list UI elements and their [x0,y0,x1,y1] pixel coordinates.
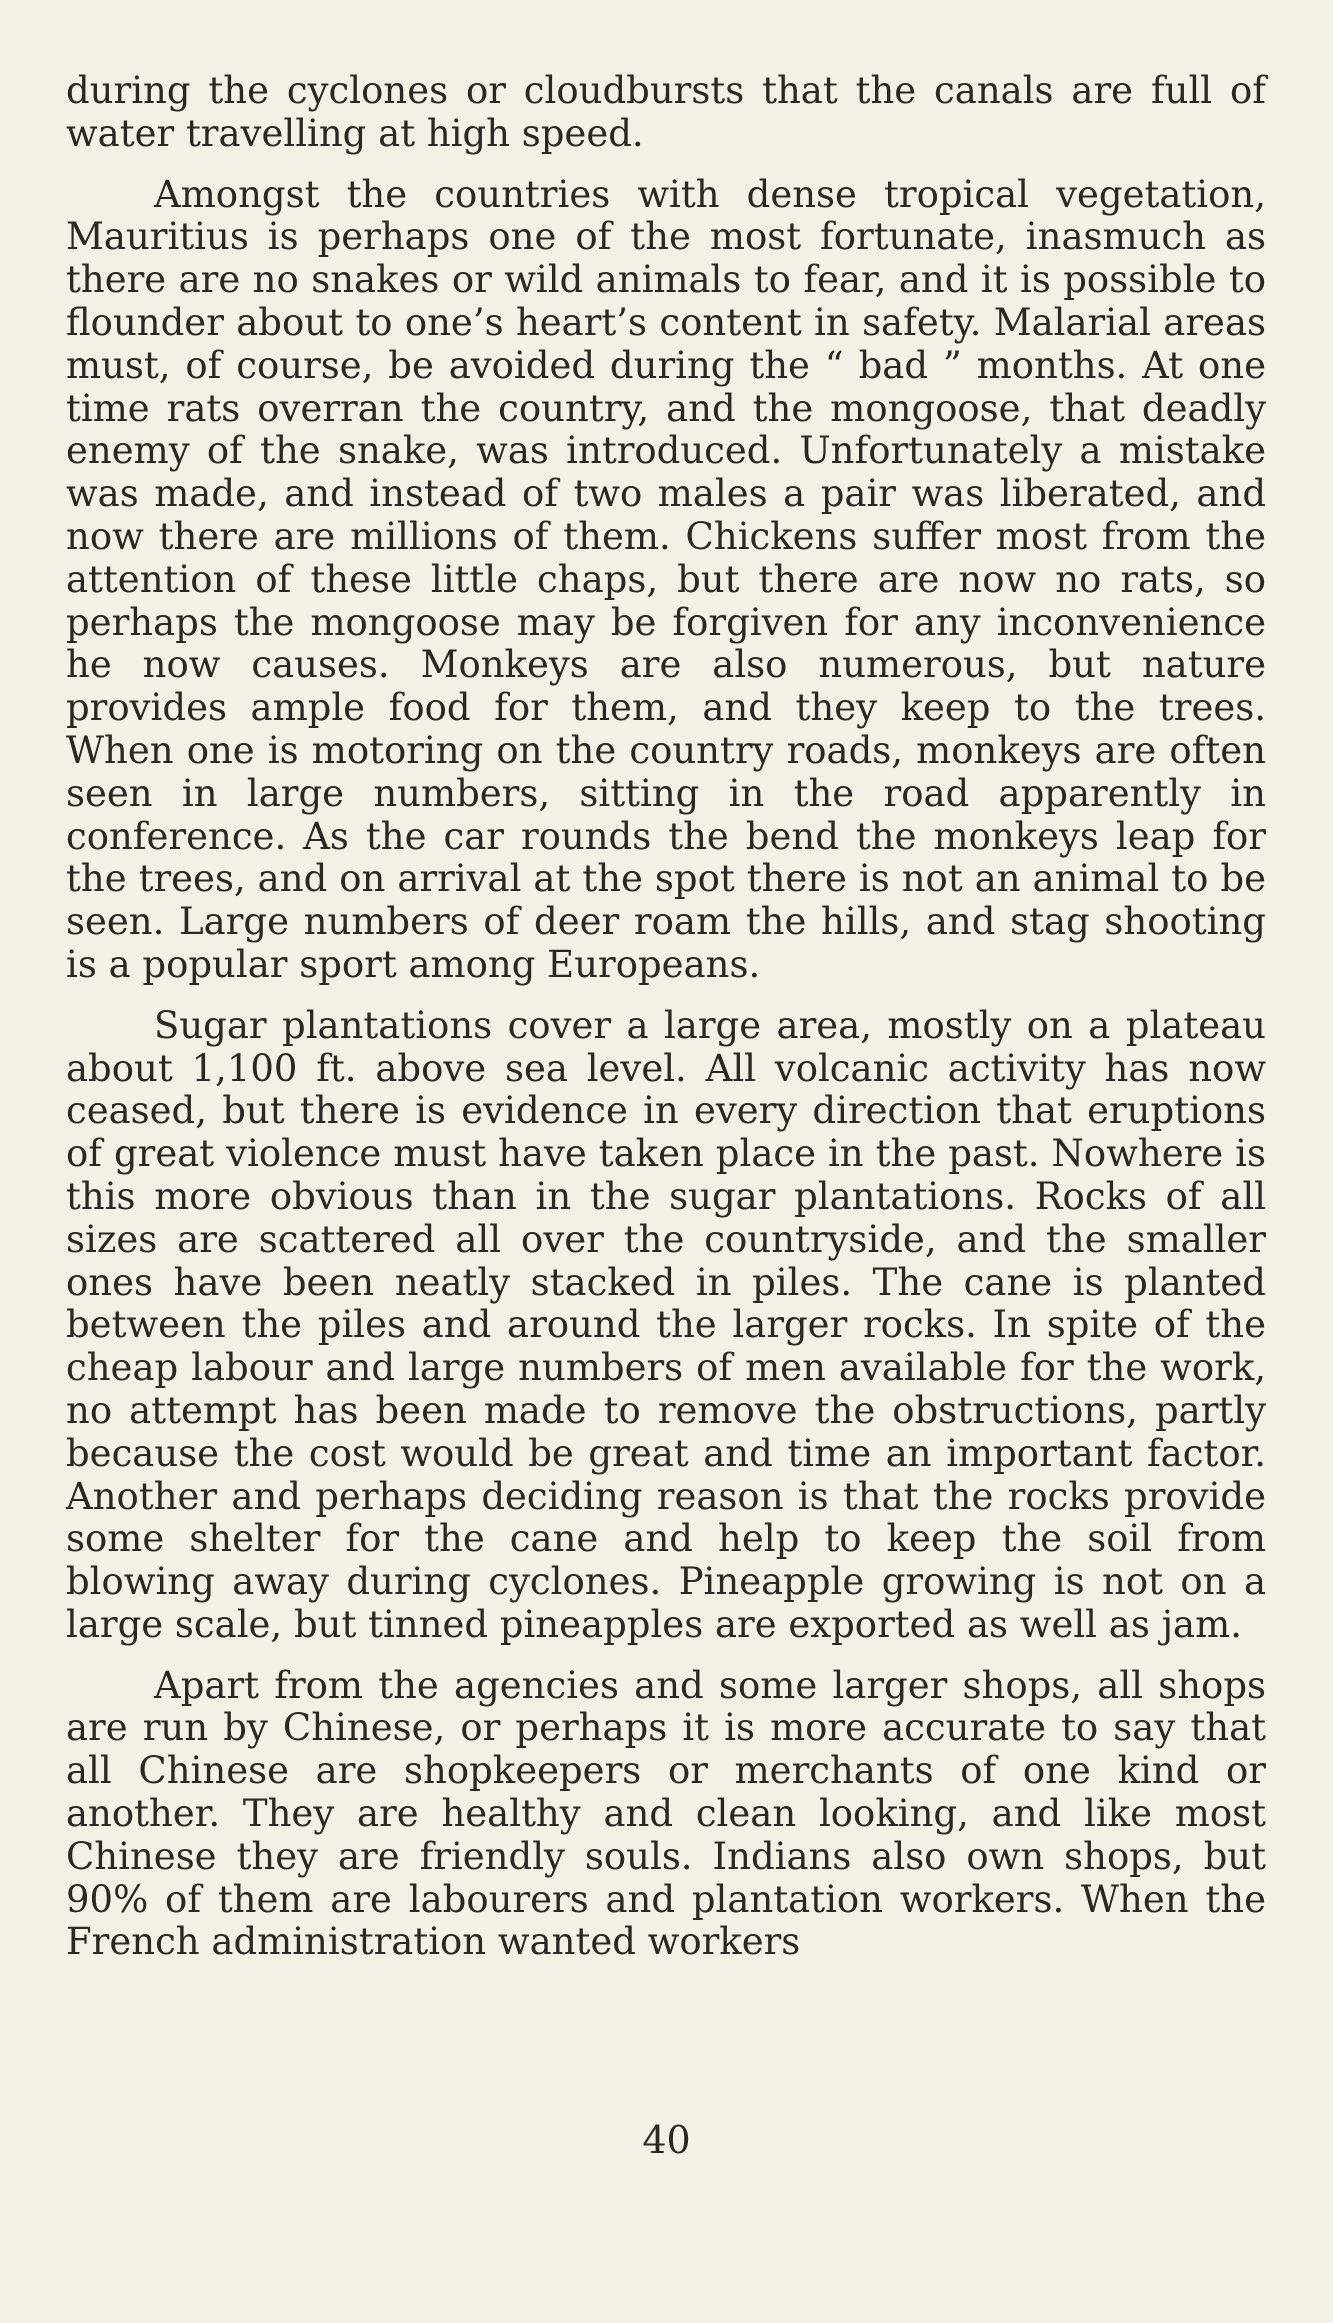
paragraph-4: Apart from the agencies and some larger shops, all shops are run by Chinese, or perhaps it is more accurate to say that all Chinese are shopkeepers or merchants of one kind or another. They are healthy and clean looking, and like most Chinese they are friendly souls. Indians also own shops, but 90% of them are labourers and plantation workers. When the French administration wanted workers [66,1663,1266,1964]
paragraph-3: Sugar plantations cover a large area, mostly on a plateau about 1,100 ft. above sea level. All volcanic activity has now ceased, but there is evidence in every direction that eruptions of great violence must have taken place in the past. Nowhere is this more obvious than in the sugar plantations. Rocks of all sizes are scattered all over the countryside, and the smaller ones have been neatly stacked in piles. The cane is planted between the piles and around the larger rocks. In spite of the cheap labour and large numbers of men available for the work, no attempt has been made to remove the obstructions, partly because the cost would be great and time an important factor. Another and perhaps deciding reason is that the rocks provide some shelter for the cane and help to keep the soil from blowing away during cyclones. Pineapple growing is not on a large scale, but tinned pineapples are exported as well as jam. [66,1003,1266,1646]
paragraph-1: during the cyclones or cloudbursts that the canals are full of water travelling at high speed. [66,69,1266,155]
page-number: 40 [642,2118,691,2162]
paragraph-2: Amongst the countries with dense tropical vegetation, Mauritius is perhaps one of the most fortunate, inasmuch as there are no snakes or wild animals to fear, and it is possible to flounder about to one’s heart’s content in safety. Malarial areas must, of course, be avoided during the “ bad ” months. At one time rats overran the country, and the mongoose, that deadly enemy of the snake, was introduced. Unfortunately a mistake was made, and instead of two males a pair was liberated, and now there are millions of them. Chickens suffer most from the attention of these little chaps, but there are now no rats, so perhaps the mongoose may be forgiven for any inconvenience he now causes. Monkeys are also numerous, but nature provides ample food for them, and they keep to the trees. When one is motoring on the country roads, monkeys are often seen in large numbers, sitting in the road apparently in conference. As the car rounds the bend the monkeys leap for the trees, and on arrival at the spot there is not an animal to be seen. Large numbers of deer roam the hills, and stag shooting is a popular sport among Europeans. [66,172,1266,986]
body-text [66,70,1266,1982]
